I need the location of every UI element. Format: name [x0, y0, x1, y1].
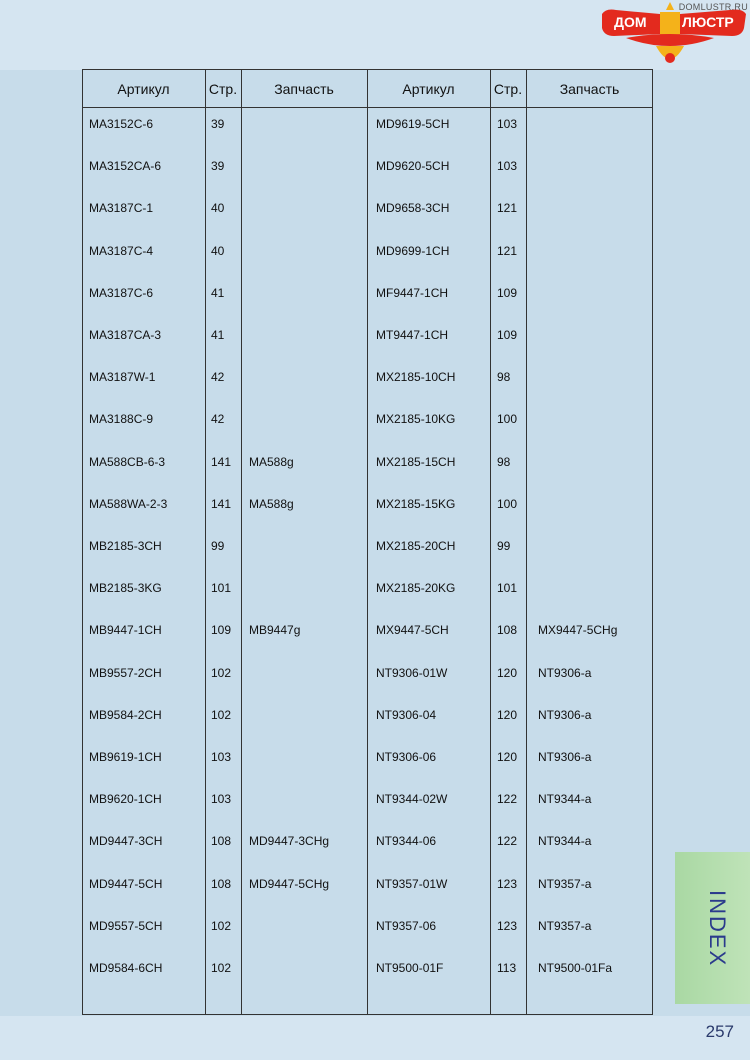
cell-page-left: 41 [211, 286, 225, 300]
cell-page-left: 103 [211, 750, 232, 764]
cell-page-left: 102 [211, 961, 232, 975]
cell-article-right: MT9447-1CH [376, 328, 449, 342]
cell-page-left: 99 [211, 539, 225, 553]
cell-part-left: MA588g [249, 455, 294, 469]
cell-page-right: 103 [497, 159, 518, 173]
cell-page-right: 123 [497, 877, 518, 891]
cell-part-left: MD9447-5CHg [249, 877, 330, 891]
header-part-left: Запчасть [274, 81, 334, 97]
cell-article-right: MX2185-10KG [376, 412, 456, 426]
page-number: 257 [705, 1022, 734, 1041]
cell-article-left: MB2185-3CH [89, 539, 162, 553]
column-divider [241, 69, 242, 1015]
cell-article-right: MX2185-15CH [376, 455, 456, 469]
index-label: INDEX [705, 890, 730, 968]
cell-page-left: 42 [211, 370, 225, 384]
cell-page-right: 100 [497, 497, 518, 511]
cell-part-right: NT9357-a [538, 877, 592, 891]
cell-article-right: MD9620-5CH [376, 159, 450, 173]
cell-article-right: NT9344-02W [376, 792, 448, 806]
cell-page-right: 120 [497, 666, 518, 680]
cell-article-right: NT9357-06 [376, 919, 437, 933]
cell-page-left: 101 [211, 581, 232, 595]
header-divider [82, 107, 653, 108]
cell-article-left: MD9447-5CH [89, 877, 163, 891]
cell-article-left: MA3187C-6 [89, 286, 154, 300]
bottom-band [0, 1016, 750, 1060]
cell-article-left: MB2185-3KG [89, 581, 162, 595]
cell-page-right: 122 [497, 834, 518, 848]
cell-page-right: 108 [497, 623, 518, 637]
cell-part-right: NT9306-a [538, 708, 592, 722]
cell-part-right: NT9357-a [538, 919, 592, 933]
cell-page-left: 39 [211, 159, 225, 173]
cell-page-left: 40 [211, 244, 225, 258]
cell-page-left: 41 [211, 328, 225, 342]
logo-word-left: ДОМ [614, 14, 647, 30]
cell-article-left: MB9557-2CH [89, 666, 162, 680]
cell-page-right: 121 [497, 201, 518, 215]
cell-article-left: MA3152CA-6 [89, 159, 162, 173]
cell-page-left: 42 [211, 412, 225, 426]
cell-page-left: 103 [211, 792, 232, 806]
cell-article-right: NT9500-01F [376, 961, 444, 975]
cell-page-left: 141 [211, 455, 232, 469]
cell-article-right: NT9344-06 [376, 834, 437, 848]
header-part-right: Запчасть [559, 81, 620, 97]
cell-article-right: NT9306-04 [376, 708, 437, 722]
cell-page-right: 113 [497, 961, 517, 975]
cell-article-left: MA3187C-4 [89, 244, 154, 258]
cell-page-right: 101 [497, 581, 518, 595]
cell-article-left: MA588WA-2-3 [89, 497, 168, 511]
cell-part-left: MB9447g [249, 623, 301, 637]
cell-article-left: MD9447-3CH [89, 834, 163, 848]
cell-article-left: MB9620-1CH [89, 792, 162, 806]
cell-article-left: MB9584-2CH [89, 708, 162, 722]
logo-word-right: ЛЮСТР [682, 14, 734, 30]
header-page-right: Стр. [493, 81, 523, 97]
cell-page-left: 102 [211, 666, 232, 680]
cell-part-right: NT9500-01Fa [538, 961, 613, 975]
cell-page-left: 141 [211, 497, 232, 511]
cell-article-left: MA3187W-1 [89, 370, 156, 384]
cell-article-left: MA3152C-6 [89, 117, 154, 131]
cell-part-right: NT9306-a [538, 666, 592, 680]
cell-page-left: 108 [211, 834, 232, 848]
cell-part-left: MA588g [249, 497, 294, 511]
logo-site-text: DOMLUSTR.RU [678, 2, 748, 12]
cell-page-right: 98 [497, 370, 511, 384]
cell-part-right: NT9306-a [538, 750, 592, 764]
cell-part-left: MD9447-3CHg [249, 834, 330, 848]
cell-article-left: MB9447-1CH [89, 623, 162, 637]
cell-part-right: MX9447-5CHg [538, 623, 618, 637]
header-article-left: Артикул [117, 81, 170, 97]
cell-page-right: 98 [497, 455, 511, 469]
cell-page-right: 99 [497, 539, 511, 553]
cell-article-right: NT9357-01W [376, 877, 448, 891]
cell-article-left: MA588CB-6-3 [89, 455, 166, 469]
cell-article-left: MA3187C-1 [89, 201, 154, 215]
cell-page-right: 123 [497, 919, 518, 933]
cell-page-right: 120 [497, 708, 518, 722]
cell-page-left: 39 [211, 117, 225, 131]
cell-article-right: MF9447-1CH [376, 286, 449, 300]
header-page-left: Стр. [208, 81, 238, 97]
cell-page-left: 40 [211, 201, 225, 215]
cell-article-right: MD9658-3CH [376, 201, 450, 215]
cell-page-left: 109 [211, 623, 232, 637]
cell-article-right: MD9699-1CH [376, 244, 450, 258]
column-divider [490, 69, 491, 1015]
cell-article-left: MD9557-5CH [89, 919, 163, 933]
cell-part-right: NT9344-a [538, 834, 592, 848]
cell-article-left: MA3187CA-3 [89, 328, 162, 342]
cell-article-left: MB9619-1CH [89, 750, 162, 764]
cell-article-right: MX2185-20CH [376, 539, 456, 553]
header-article-right: Артикул [402, 81, 455, 97]
column-divider [205, 69, 206, 1015]
cell-page-right: 109 [497, 286, 518, 300]
cell-page-right: 122 [497, 792, 518, 806]
column-divider [526, 69, 527, 1015]
cell-article-right: MX2185-15KG [376, 497, 456, 511]
cell-page-right: 100 [497, 412, 518, 426]
cell-article-right: MX2185-10CH [376, 370, 456, 384]
cell-page-right: 109 [497, 328, 518, 342]
cell-page-right: 103 [497, 117, 518, 131]
cell-article-right: MX9447-5CH [376, 623, 449, 637]
column-divider [367, 69, 368, 1015]
cell-part-right: NT9344-a [538, 792, 592, 806]
cell-article-right: MD9619-5CH [376, 117, 450, 131]
cell-page-right: 121 [497, 244, 518, 258]
cell-article-right: NT9306-06 [376, 750, 437, 764]
cell-page-left: 108 [211, 877, 232, 891]
cell-article-left: MA3188C-9 [89, 412, 154, 426]
cell-page-right: 120 [497, 750, 518, 764]
cell-article-right: MX2185-20KG [376, 581, 456, 595]
cell-page-left: 102 [211, 919, 232, 933]
cell-article-left: MD9584-6CH [89, 961, 163, 975]
cell-page-left: 102 [211, 708, 232, 722]
cell-article-right: NT9306-01W [376, 666, 448, 680]
